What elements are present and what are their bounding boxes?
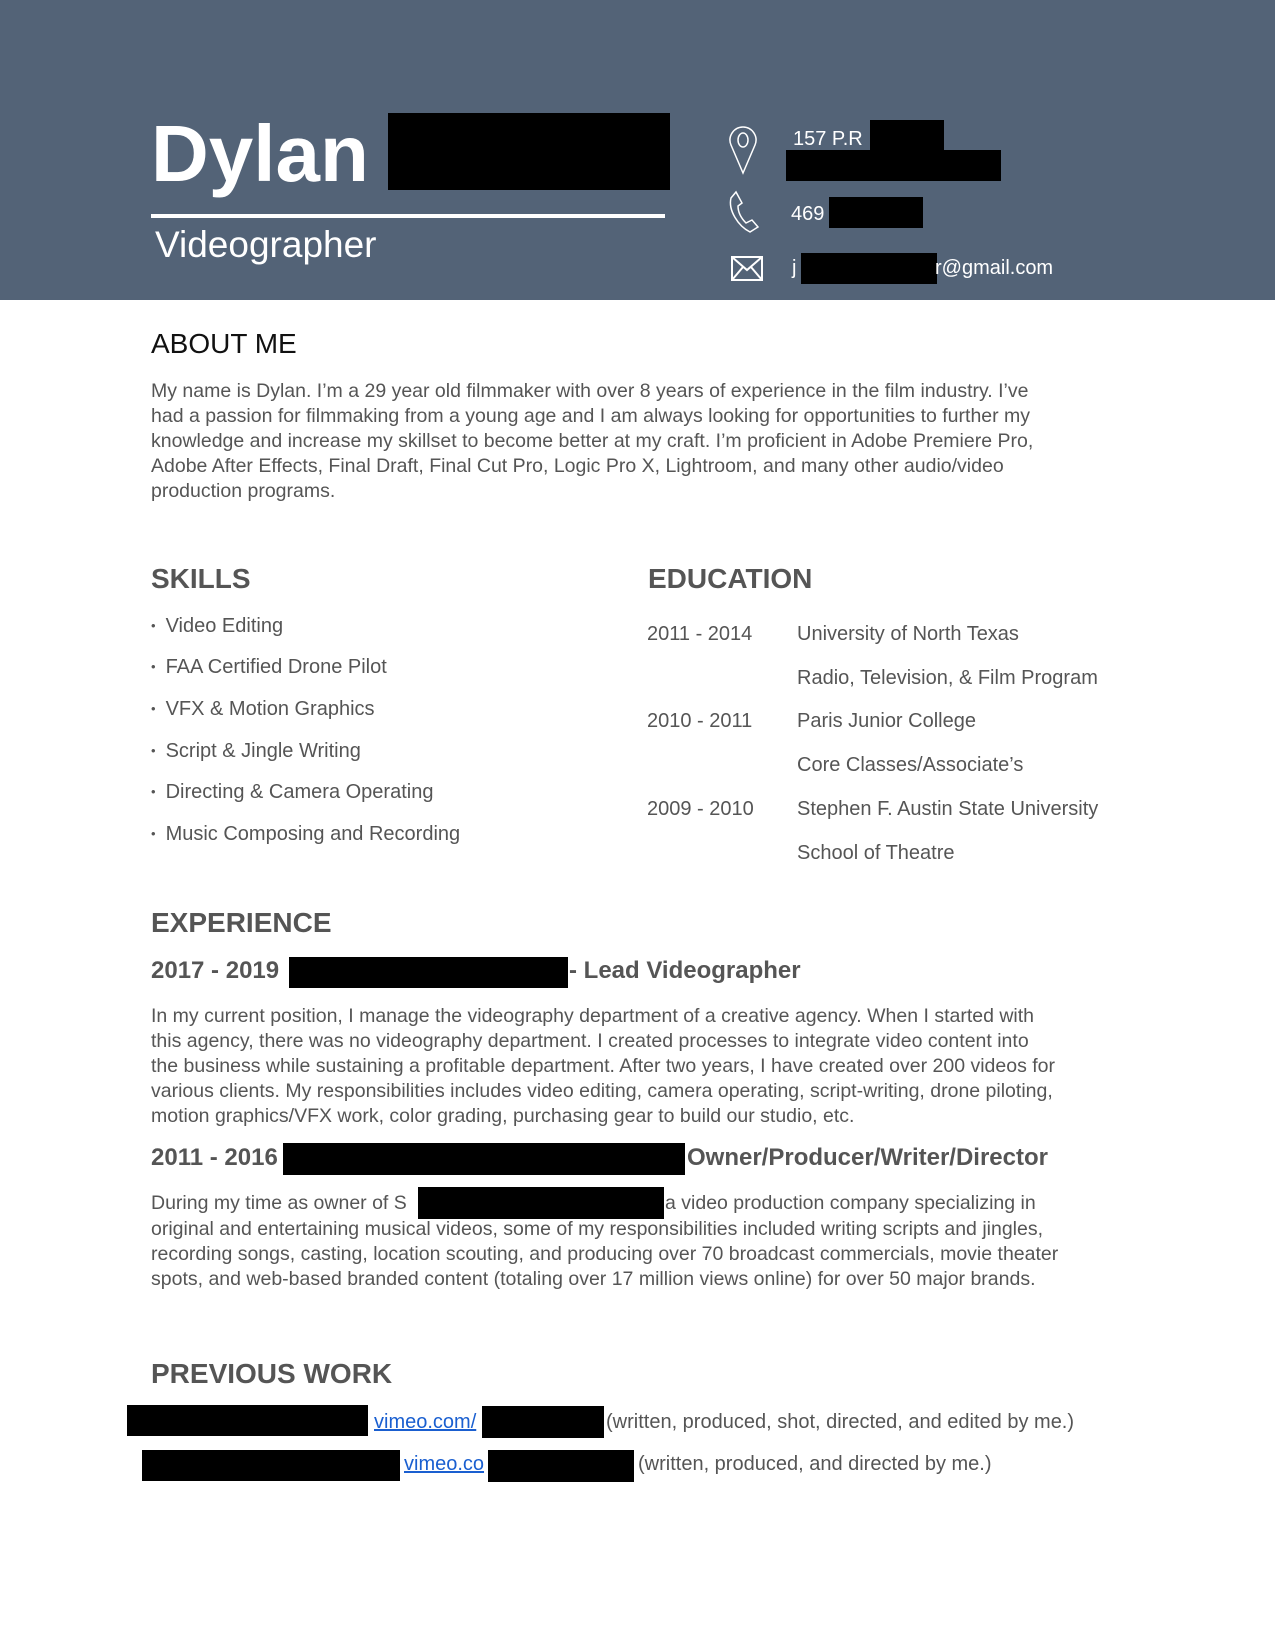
job-title: Videographer: [155, 224, 377, 265]
skill-item: • VFX & Motion Graphics: [151, 698, 375, 721]
job-years: 2011 - 2016: [151, 1144, 278, 1171]
job-line: motion graphics/VFX work, color grading, purchasing gear to build our studio, etc.: [151, 1105, 855, 1127]
redacted-link-path: [482, 1406, 604, 1438]
location-pin-icon: [728, 125, 758, 175]
phone-icon: [728, 190, 762, 234]
about-line: had a passion for filmmaking from a young age and I am always looking for opportunities to further my: [151, 405, 1031, 427]
email-envelope-icon: [731, 256, 763, 281]
job-line: During my time as owner of S: [151, 1192, 407, 1214]
job-line: the business while sustaining a profitable department. After two years, I have created over 200 videos for: [151, 1055, 1056, 1077]
job-description: [151, 1217, 1136, 1292]
redacted-last-name: [388, 113, 670, 190]
skill-item: • FAA Certified Drone Pilot: [151, 656, 387, 679]
email-suffix: r@gmail.com: [935, 257, 1054, 279]
skills-heading: SKILLS: [151, 563, 251, 594]
work-note: (written, produced, and directed by me.): [638, 1453, 992, 1475]
education-school: Paris Junior College: [797, 710, 976, 732]
about-line: production programs.: [151, 480, 336, 502]
job-line: a video production company specializing in: [665, 1192, 1036, 1214]
education-school: University of North Texas: [797, 623, 1019, 645]
job-line: this agency, there was no videography department. I created processes to integrate video content into: [151, 1030, 1029, 1052]
work-note: (written, produced, shot, directed, and edited by me.): [606, 1411, 1075, 1433]
redacted-company-name: [418, 1187, 664, 1219]
skill-item: • Script & Jingle Writing: [151, 740, 361, 763]
first-name: Dylan: [151, 109, 369, 198]
about-heading: ABOUT ME: [151, 328, 297, 359]
education-school: Stephen F. Austin State University: [797, 798, 1099, 820]
redacted-address: [870, 120, 944, 152]
job-line: In my current position, I manage the videography department of a creative agency. When I started with: [151, 1005, 1035, 1027]
job-line: spots, and web-based branded content (totaling over 17 million views online) for over 50 major brands.: [151, 1268, 1036, 1290]
experience-heading: EXPERIENCE: [151, 907, 332, 938]
redacted-email: [801, 253, 937, 284]
education-program: School of Theatre: [797, 842, 955, 864]
job-role: - Lead Videographer: [569, 957, 801, 984]
phone-text: 469: [791, 203, 825, 225]
education-heading: EDUCATION: [648, 563, 813, 594]
about-line: Adobe After Effects, Final Draft, Final Cut Pro, Logic Pro X, Lightroom, and many other audio/video: [151, 455, 1004, 477]
redacted-employer: [289, 957, 568, 988]
job-line: recording songs, casting, location scouting, and producing over 70 broadcast commercials, movie theater: [151, 1243, 1059, 1265]
redacted-project-title: [127, 1405, 368, 1436]
redacted-address-line2: [786, 150, 1001, 181]
about-line: My name is Dylan. I’m a 29 year old filmmaker with over 8 years of experience in the film industry. I’ve: [151, 380, 1029, 402]
about-paragraph: [151, 379, 1136, 504]
education-program: Core Classes/Associate’s: [797, 754, 1024, 776]
education-program: Radio, Television, & Film Program: [797, 667, 1098, 689]
education-years: 2010 - 2011: [647, 710, 753, 732]
redacted-link-path: [488, 1450, 634, 1482]
redacted-phone: [829, 197, 923, 228]
skill-item: • Video Editing: [151, 615, 283, 638]
skill-item: • Music Composing and Recording: [151, 823, 460, 846]
redacted-company: [283, 1143, 685, 1175]
job-description: [151, 1004, 1136, 1129]
vimeo-link[interactable]: vimeo.com/: [374, 1411, 477, 1433]
email-prefix: j: [792, 257, 797, 279]
job-line: original and entertaining musical videos, some of my responsibilities included writing scripts and jingles,: [151, 1218, 1044, 1240]
about-line: knowledge and increase my skillset to become better at my craft. I’m proficient in Adobe Premiere Pro,: [151, 430, 1034, 452]
vimeo-link[interactable]: vimeo.co: [404, 1453, 485, 1475]
job-line: various clients. My responsibilities includes video editing, camera operating, script-writing, drone piloting,: [151, 1080, 1053, 1102]
skill-item: • Directing & Camera Operating: [151, 781, 433, 804]
name-divider: [151, 214, 665, 218]
job-years: 2017 - 2019: [151, 957, 280, 984]
education-years: 2009 - 2010: [647, 798, 754, 820]
redacted-project-title: [142, 1450, 400, 1481]
previous-work-heading: PREVIOUS WORK: [151, 1358, 393, 1389]
address-text: 157 P.R: [793, 128, 863, 150]
job-role: Owner/Producer/Writer/Director: [687, 1144, 1048, 1171]
education-years: 2011 - 2014: [647, 623, 753, 645]
